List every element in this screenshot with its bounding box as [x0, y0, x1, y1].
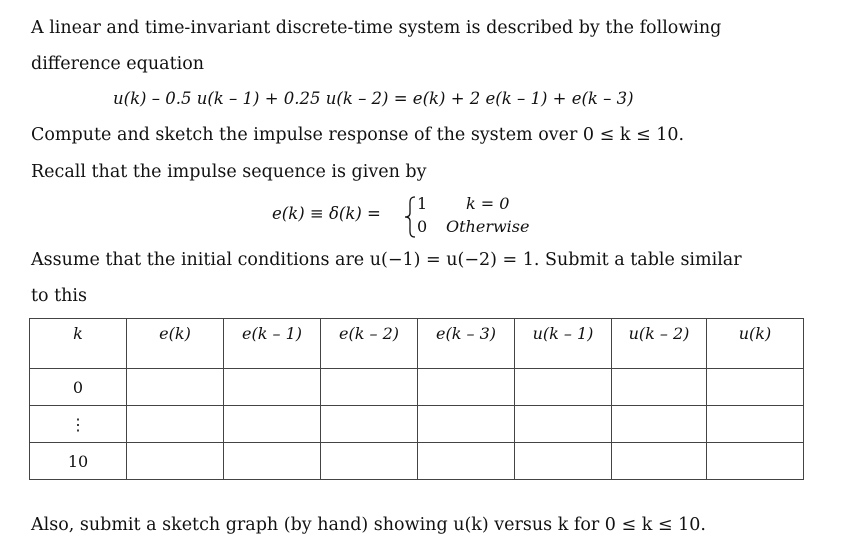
task-line: Compute and sketch the impulse response of the system over 0 ≤ k ≤ 10. [31, 125, 685, 145]
case2-condition: Otherwise [446, 217, 530, 236]
intro-line-2: difference equation [31, 54, 205, 74]
impulse-lhs: e(k) ≡ δ(k) = [272, 204, 381, 223]
table-row [30, 443, 804, 480]
header-k: k [30, 319, 127, 369]
table-row [30, 406, 804, 443]
table-cell [321, 369, 418, 406]
case1-condition: k = 0 [466, 194, 510, 213]
table-cell [224, 443, 321, 480]
table-cell [418, 406, 515, 443]
table-cell [418, 443, 515, 480]
left-brace-icon [403, 196, 417, 238]
table-cell [707, 443, 804, 480]
table-cell: 0 [30, 369, 127, 406]
table-cell [515, 369, 612, 406]
table-cell [127, 369, 224, 406]
table-cell [418, 369, 515, 406]
table-row [30, 369, 804, 406]
table-cell [127, 406, 224, 443]
header-e-k: e(k) [127, 319, 224, 369]
assume-line-1: Assume that the initial conditions are u(−1) = u(−2) = 1. Submit a table similar [31, 250, 742, 270]
assume-line-2: to this [31, 286, 88, 306]
table-header-row [30, 319, 804, 369]
table-cell [515, 406, 612, 443]
header-e-k-1: e(k – 1) [224, 319, 321, 369]
recall-line: Recall that the impulse sequence is given by [31, 162, 427, 182]
header-u-k-2: u(k – 2) [612, 319, 707, 369]
final-line: Also, submit a sketch graph (by hand) showing u(k) versus k for 0 ≤ k ≤ 10. [31, 515, 706, 535]
table-cell [127, 443, 224, 480]
table-cell [707, 406, 804, 443]
case1-value: 1 [417, 194, 428, 213]
header-e-k-3: e(k – 3) [418, 319, 515, 369]
table-cell [515, 443, 612, 480]
table-cell [707, 369, 804, 406]
difference-equation: u(k) – 0.5 u(k – 1) + 0.25 u(k – 2) = e(k) + 2 e(k – 1) + e(k – 3) [113, 89, 634, 108]
table-cell: 10 [30, 443, 127, 480]
table-cell [224, 369, 321, 406]
table-cell [612, 369, 707, 406]
table-cell [612, 406, 707, 443]
table-cell [224, 406, 321, 443]
table-cell [612, 443, 707, 480]
table-cell: ⋮ [30, 406, 127, 443]
response-table [29, 318, 804, 480]
case2-value: 0 [417, 217, 428, 236]
header-u-k-1: u(k – 1) [515, 319, 612, 369]
header-u-k: u(k) [707, 319, 804, 369]
table-cell [321, 443, 418, 480]
header-e-k-2: e(k – 2) [321, 319, 418, 369]
table-cell [321, 406, 418, 443]
intro-line-1: A linear and time-invariant discrete-time system is described by the following [31, 18, 722, 38]
